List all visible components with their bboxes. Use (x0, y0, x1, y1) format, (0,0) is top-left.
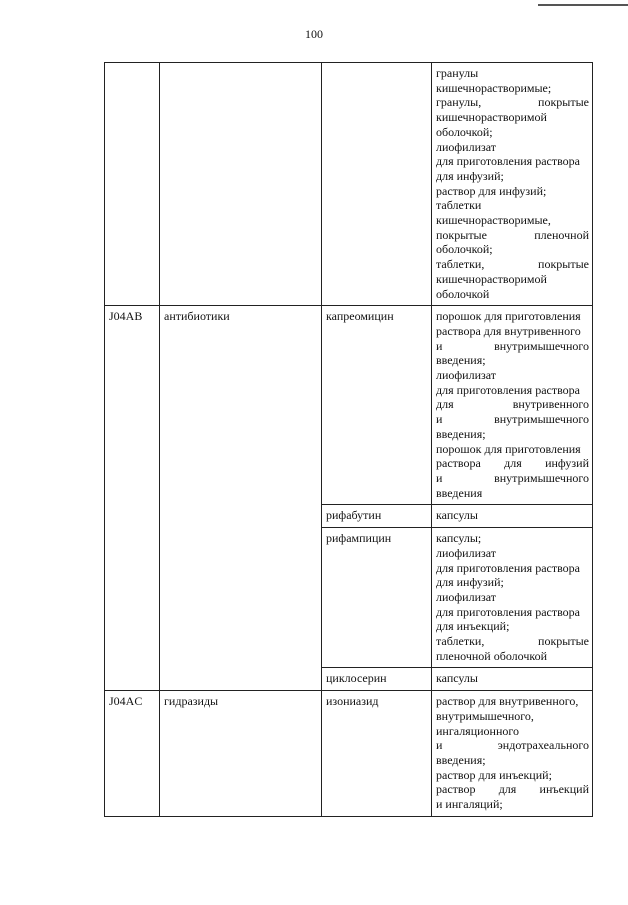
form-line: гранулы (436, 66, 479, 80)
form-line: оболочкой; (436, 124, 493, 139)
drug-table (104, 62, 593, 817)
form-line: порошок для приготовления (436, 309, 581, 324)
dosage-forms-cell (432, 668, 593, 691)
form-line: кишечнорастворимой (436, 271, 547, 286)
drug-cell (322, 63, 432, 306)
form-line: капсулы; (436, 531, 482, 546)
drug-cell: рифампицин (322, 528, 432, 668)
form-line: порошок для приготовления (436, 441, 581, 456)
form-line: раствор для инфузий; (436, 183, 547, 198)
form-line: раствор для инъекций (436, 782, 589, 797)
form-line: для инъекций; (436, 619, 510, 634)
group-cell: антибиотики (160, 306, 322, 691)
form-line: лиофилизат (436, 368, 497, 383)
atc-code-cell: J04AB (105, 306, 160, 691)
form-line: капсулы (436, 508, 478, 523)
form-line: и внутримышечного (436, 338, 589, 353)
form-line: для инфузий; (436, 168, 504, 183)
form-line: гранулы, покрытые (436, 95, 589, 110)
form-line: раствор для инъекций; (436, 767, 552, 782)
group-cell (160, 63, 322, 306)
form-line: введения (436, 485, 483, 500)
form-line: ингаляционного (436, 723, 520, 738)
group-cell: гидразиды (160, 691, 322, 817)
form-line: таблетки, покрытые (436, 257, 589, 272)
form-line: для приготовления раствора (436, 154, 580, 169)
form-line: оболочкой; (436, 242, 493, 257)
form-line: для приготовления раствора (436, 560, 580, 575)
drug-cell: изониазид (322, 691, 432, 817)
drug-cell: циклосерин (322, 668, 432, 691)
form-line: оболочкой (436, 286, 490, 301)
form-line: для инфузий; (436, 575, 504, 590)
form-line: и эндотрахеального (436, 738, 589, 753)
form-line: кишечнорастворимые, (436, 213, 551, 228)
atc-code-cell (105, 63, 160, 306)
form-line: раствора для инфузий (436, 456, 589, 471)
form-line: лиофилизат (436, 545, 497, 560)
form-line: покрытые пленочной (436, 227, 589, 242)
dosage-forms-cell (432, 306, 593, 505)
form-line: и внутримышечного (436, 470, 589, 485)
form-line: кишечнорастворимые; (436, 80, 552, 95)
form-line: раствора для внутривенного (436, 323, 581, 338)
table-row (105, 691, 593, 817)
form-line: и внутримышечного (436, 412, 589, 427)
form-line: таблетки, покрытые (436, 634, 589, 649)
form-line: для приготовления раствора (436, 382, 580, 397)
dosage-forms-cell (432, 691, 593, 817)
table-row (105, 306, 593, 505)
table-row (105, 63, 593, 306)
drug-cell: рифабутин (322, 505, 432, 528)
form-line: для внутривенного (436, 397, 589, 412)
form-line: раствор для внутривенного, (436, 694, 579, 709)
form-line: капсулы (436, 671, 478, 686)
form-line: лиофилизат (436, 589, 497, 604)
form-line: кишечнорастворимой (436, 110, 547, 125)
form-line: для приготовления раствора (436, 604, 580, 619)
form-line: и ингаляций; (436, 797, 503, 812)
drug-cell: капреомицин (322, 306, 432, 505)
page-number: 100 (305, 27, 323, 41)
scan-edge-mark (538, 4, 628, 6)
dosage-forms-cell (432, 63, 593, 306)
form-line: лиофилизат (436, 139, 497, 154)
dosage-forms-cell (432, 505, 593, 528)
form-line: введения; (436, 426, 486, 441)
form-line: пленочной оболочкой (436, 648, 548, 663)
form-line: введения; (436, 353, 486, 368)
dosage-forms-cell (432, 528, 593, 668)
form-line: введения; (436, 752, 486, 767)
form-line: таблетки (436, 198, 482, 213)
atc-code-cell: J04AC (105, 691, 160, 817)
form-line: внутримышечного, (436, 708, 534, 723)
